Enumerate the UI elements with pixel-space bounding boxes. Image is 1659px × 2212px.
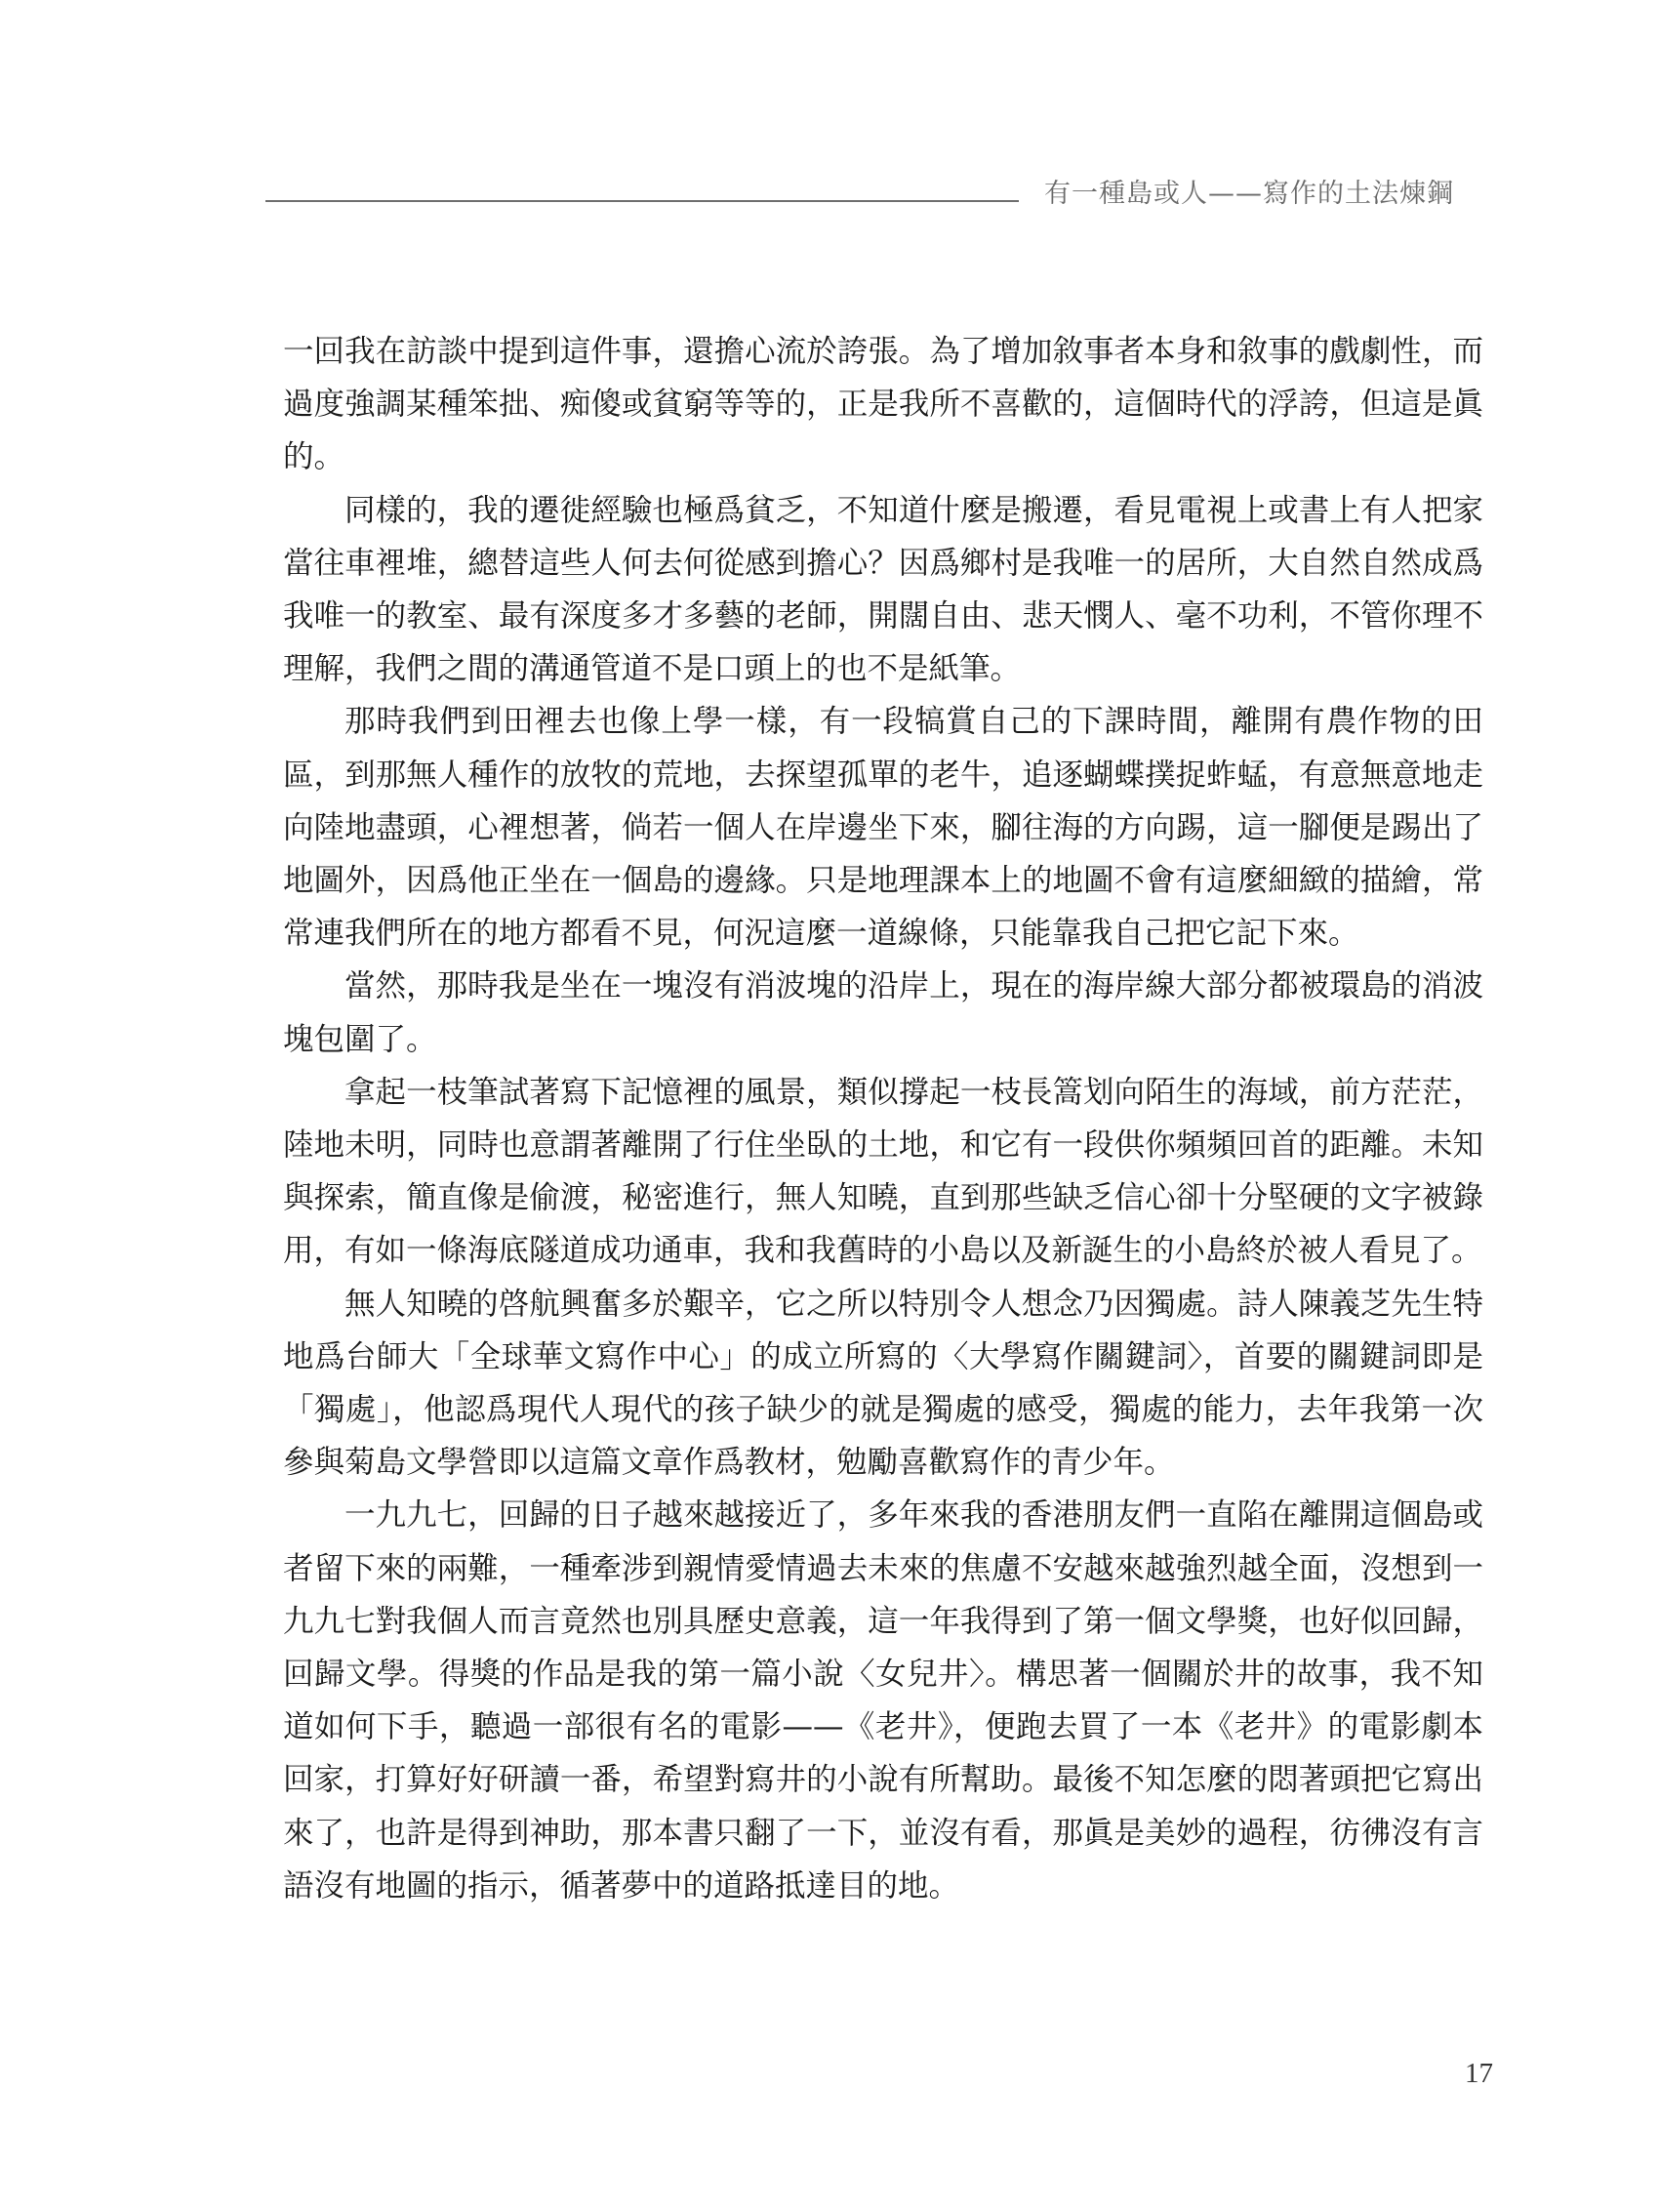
paragraph-2: 同樣的，我的遷徙經驗也極爲貧乏，不知道什麼是搬遷，看見電視上或書上有人把家當往車裡堆，總替這些人何去何從感到擔心？因爲鄉村是我唯一的居所，大自然自然成爲我唯一的教室、最有深度多才多藝的老師，開闊自由、悲天憫人、毫不功利，不管你理不理解，我們之間的溝通管道不是口頭上的也不是紙筆。 bbox=[283, 492, 1483, 687]
paragraph-5: 拿起一枝筆試著寫下記憶裡的風景，類似撐起一枝長篙划向陌生的海域，前方茫茫，陸地未明，同時也意謂著離開了行住坐臥的土地，和它有一段供你頻頻回首的距離。未知與探索，簡直像是偷渡，秘密進行，無人知曉，直到那些缺乏信心卻十分堅硬的文字被錄用，有如一條海底隧道成功通車，我和我舊時的小島以及新誕生的小島終於被人看見了。 bbox=[283, 1074, 1483, 1269]
header-rule bbox=[265, 200, 1019, 202]
paragraph-1: 一回我在訪談中提到這件事，還擔心流於誇張。為了增加敘事者本身和敘事的戲劇性，而過度強調某種笨拙、痴傻或貧窮等等的，正是我所不喜歡的，這個時代的浮誇，但這是眞的。 bbox=[283, 334, 1483, 475]
paragraph-3: 那時我們到田裡去也像上學一樣，有一段犒賞自己的下課時間，離開有農作物的田區，到那無人種作的放牧的荒地，去探望孤單的老牛，追逐蝴蝶撲捉蚱蜢，有意無意地走向陸地盡頭，心裡想著，倘若一個人在岸邊坐下來，腳往海的方向踢，這一腳便是踢出了地圖外，因爲他正坐在一個島的邊緣。只是地理課本上的地圖不會有這麼細緻的描繪，常常連我們所在的地方都看不見，何況這麼一道線條，只能靠我自己把它記下來。 bbox=[283, 704, 1483, 952]
body-text bbox=[283, 325, 1483, 1912]
running-head-title: 有一種島或人——寫作的土法煉鋼 bbox=[1044, 179, 1454, 209]
paragraph-7: 一九九七，回歸的日子越來越接近了，多年來我的香港朋友們一直陷在離開這個島或者留下來的兩難，一種牽涉到親情愛情過去未來的焦慮不安越來越強烈越全面，沒想到一九九七對我個人而言竟然也別具歷史意義，這一年我得到了第一個文學獎，也好似回歸，回歸文學。得獎的作品是我的第一篇小說〈女兒井〉。構思著一個關於井的故事，我不知道如何下手，聽過一部很有名的電影——《老井》，便跑去買了一本《老井》的電影劇本回家，打算好好研讀一番，希望對寫井的小說有所幫助。最後不知怎麼的悶著頭把它寫出來了，也許是得到神助，那本書只翻了一下，並沒有看，那眞是美妙的過程，彷彿沒有言語沒有地圖的指示，循著夢中的道路抵達目的地。 bbox=[283, 1497, 1483, 1904]
paragraph-4: 當然，那時我是坐在一塊沒有消波塊的沿岸上，現在的海岸線大部分都被環島的消波塊包圍了。 bbox=[283, 968, 1483, 1057]
paragraph-6: 無人知曉的啓航興奮多於艱辛，它之所以特別令人想念乃因獨處。詩人陳義芝先生特地爲台師大「全球華文寫作中心」的成立所寫的〈大學寫作關鍵詞〉，首要的關鍵詞即是「獨處」，他認爲現代人現代的孩子缺少的就是獨處的感受，獨處的能力，去年我第一次參與菊島文學營即以這篇文章作爲教材，勉勵喜歡寫作的青少年。 bbox=[283, 1286, 1483, 1481]
page-number: 17 bbox=[1465, 2058, 1493, 2089]
